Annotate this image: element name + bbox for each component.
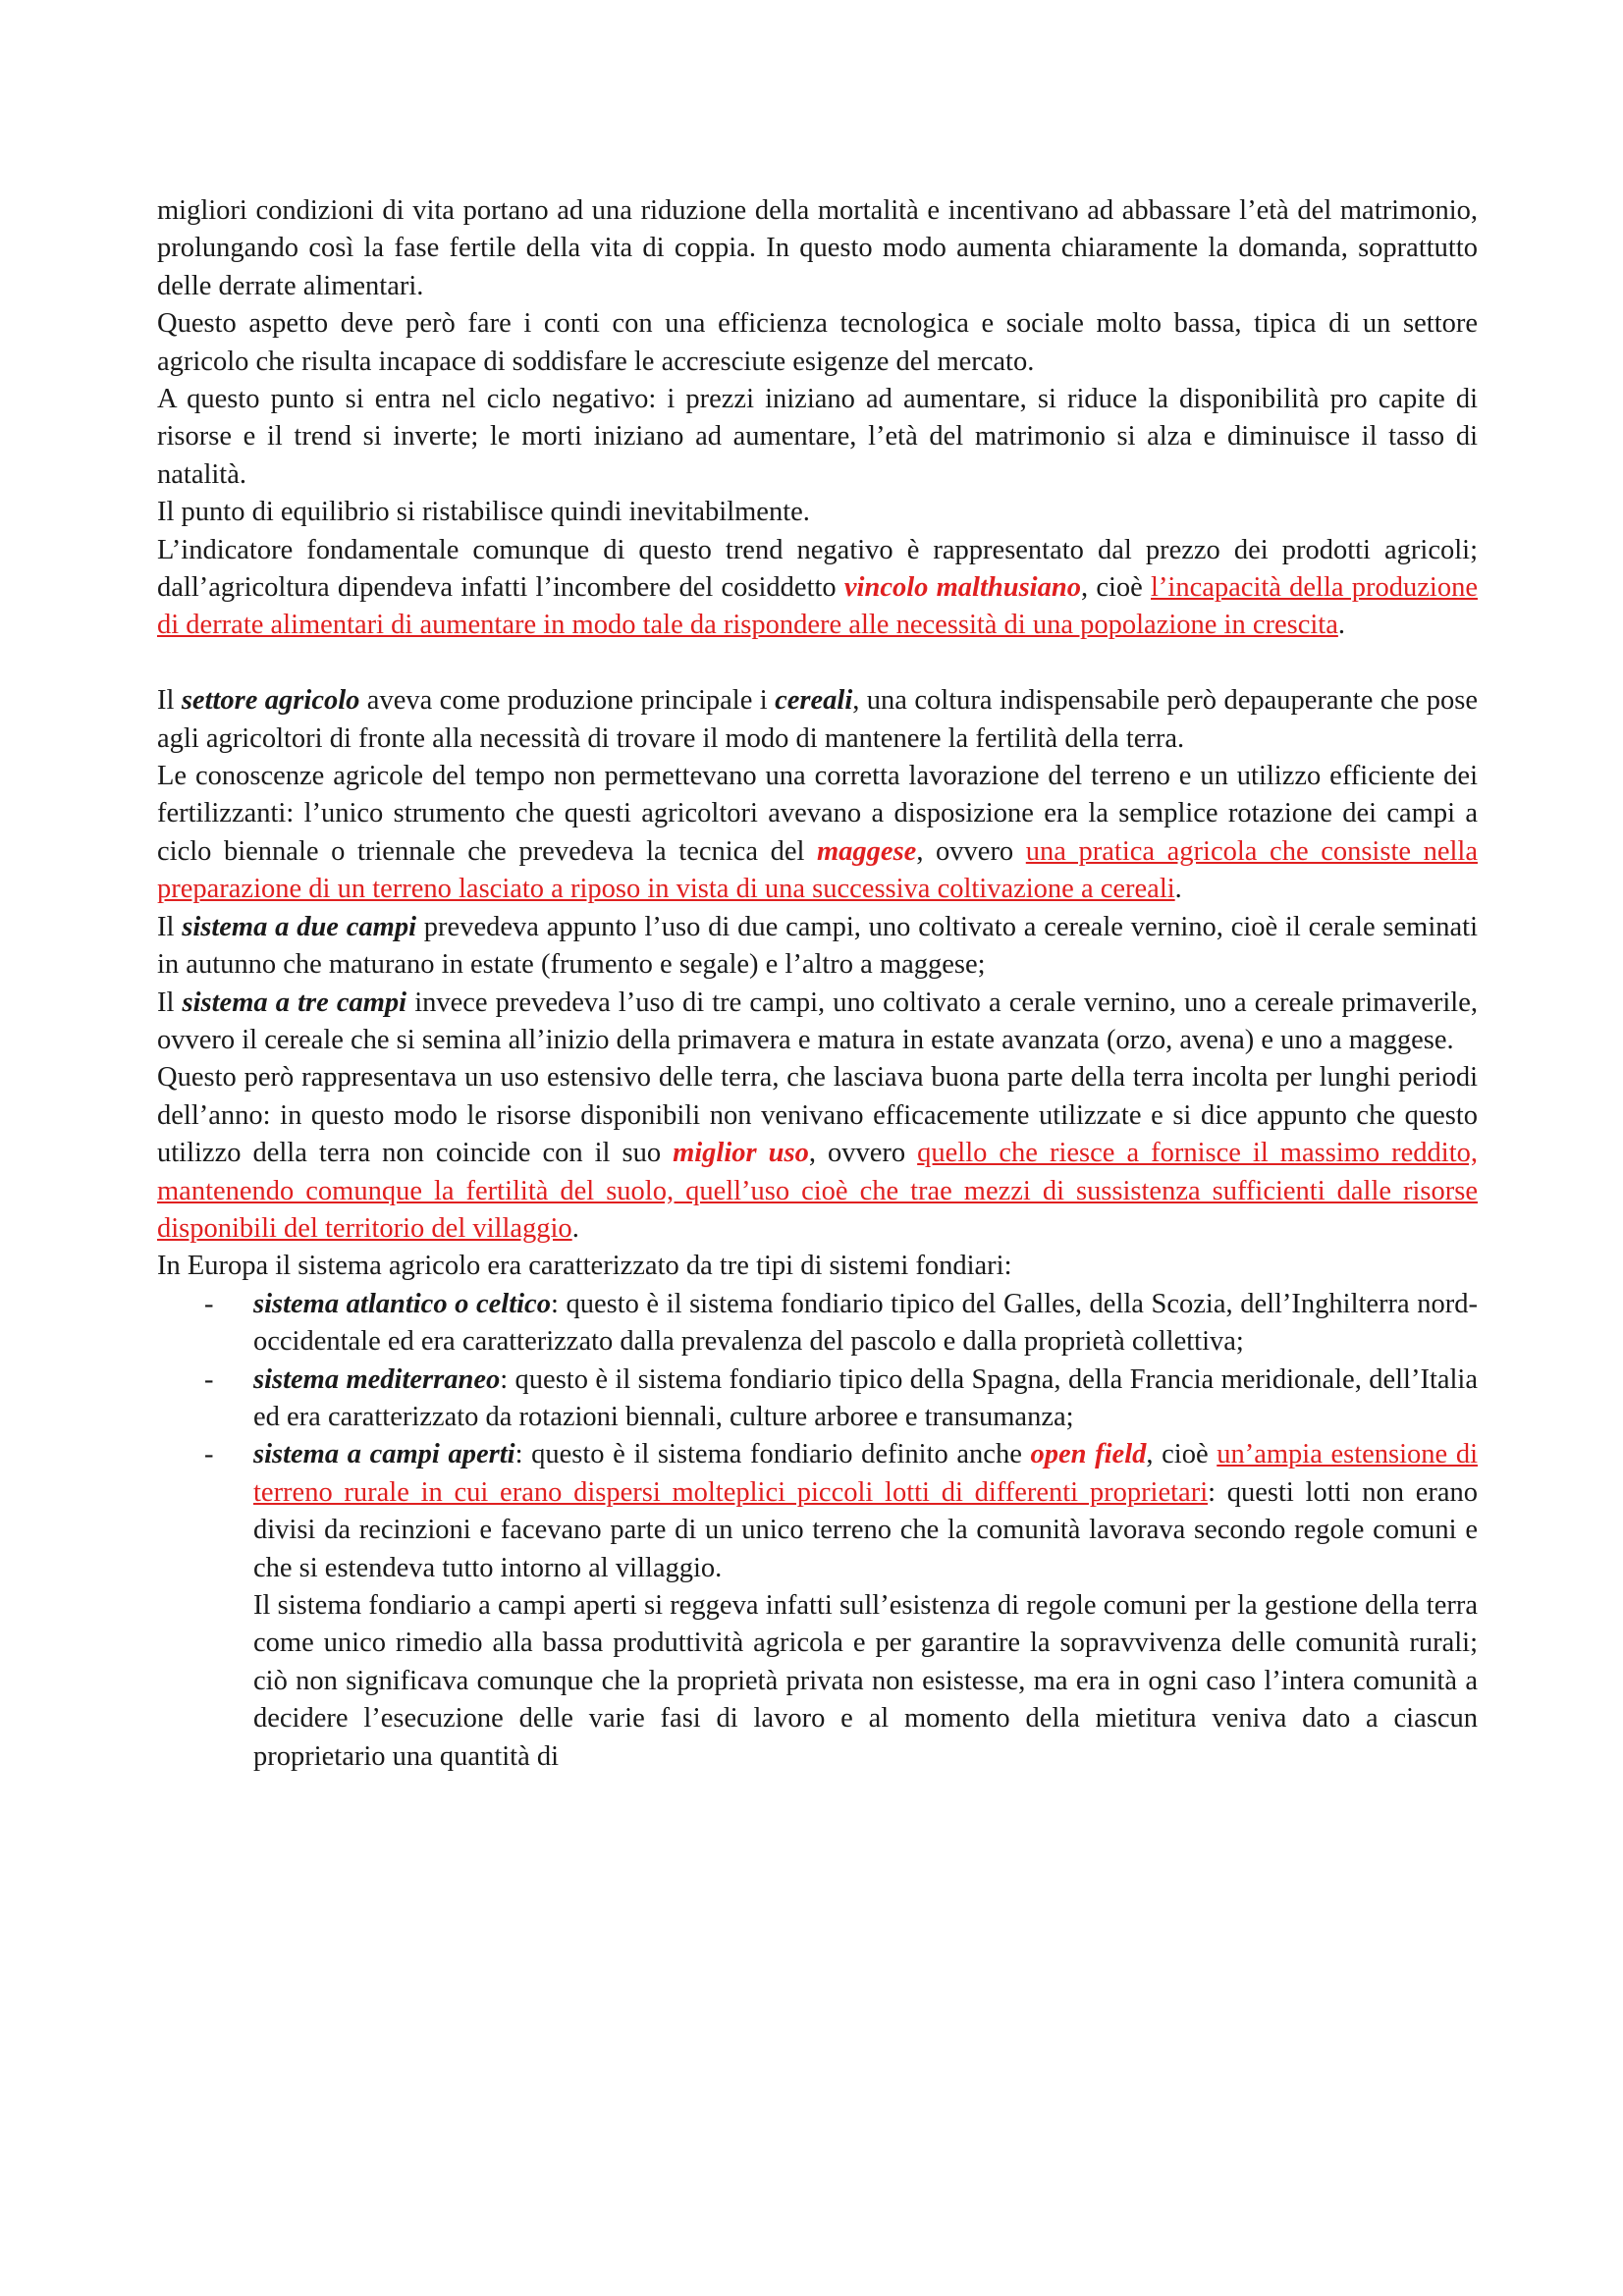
land-systems-list — [157, 1286, 1478, 1776]
definition-miglior-uso: quello che riesce a fornisce il massimo reddito, mantenendo comunque la fertilità del suolo, quell’uso cioè che trae mezzi di sussistenza sufficienti dalle risorse disponibili del territorio del villaggio — [157, 1138, 1478, 1244]
term-cereali: cereali — [775, 685, 853, 717]
definition-open-field: un’ampia estensione di terreno rurale in cui erano dispersi molteplici piccoli lotti di differenti proprietari — [253, 1439, 1479, 1508]
paragraph-agricultural-sector: Il settore agricolo aveva come produzione principale i cereali, una coltura indispensabile però depauperante che pose agli agricoltori di fronte alla necessità di trovare il modo di mantenere la fertilità della terra. — [157, 685, 1478, 754]
paragraph-demography: migliori condizioni di vita portano ad una riduzione della mortalità e incentivano ad abbassare l’età del matrimonio, prolungando così la fase fertile della vita di coppia. In questo modo aumenta chiaramente la domanda, soprattutto delle derrate alimentari. — [157, 195, 1478, 301]
list-item-atlantic: - sistema atlantico o celtico: questo è il sistema fondiario tipico del Galles, della Scozia, dell’Inghilterra nord-occidentale ed era caratterizzato dalla prevalenza del pascolo e dalla proprietà collettiva; — [253, 1286, 1478, 1362]
term-sistema-mediterraneo: sistema mediterraneo — [253, 1363, 501, 1395]
open-field-continuation: Il sistema fondiario a campi aperti si reggeva infatti sull’esistenza di regole comuni per la gestione della terra come unico rimedio alla bassa produttività agricola e per garantire la sopravvivenza delle comunità rurali; ciò non significava comunque che la proprietà privata non esistesse, ma era in ogni caso l’intera comunità a decidere l’esecuzione delle varie fasi di lavoro e al momento della mietitura veniva dato a ciascun proprietario una quantità di — [253, 1590, 1478, 1772]
term-sistema-tre-campi: sistema a tre campi — [182, 987, 407, 1018]
term-sistema-due-campi: sistema a due campi — [182, 911, 416, 942]
paragraph-equilibrium: Il punto di equilibrio si ristabilisce quindi inevitabilmente. — [157, 497, 810, 528]
definition-vincolo-malthusiano: l’incapacità della produzione di derrate alimentari di aumentare in modo tale da rispondere alle necessità di una popolazione in crescita — [157, 572, 1478, 641]
list-dash: - — [204, 1288, 214, 1319]
paragraph-miglior-uso: Questo però rappresentava un uso estensivo delle terra, che lasciava buona parte della terra incolta per lunghi periodi dell’anno: in questo modo le risorse disponibili non venivano efficacemente utilizzate e si dice appunto che questo utilizzo della terra non coincide con il suo miglior uso, ovvero quello che riesce a fornisce il massimo reddito, mantenendo comunque la fertilità del suolo, quell’uso cioè che trae mezzi di sussistenza sufficienti dalle risorse disponibili del territorio del villaggio. — [157, 1062, 1478, 1244]
list-dash: - — [204, 1439, 214, 1470]
paragraph-three-field-system: Il sistema a tre campi invece prevedeva l’uso di tre campi, uno coltivato a cerale vernino, uno a cereale primaverile, ovvero il cereale che si semina all’inizio della primavera e matura in estate avanzata (orzo, avena) e uno a maggese. — [157, 987, 1479, 1055]
term-sistema-campi-aperti: sistema a campi aperti — [253, 1439, 515, 1470]
definition-maggese: una pratica agricola che consiste nella preparazione di un terreno lasciato a riposo in vista di una successiva coltivazione a cereali — [157, 835, 1478, 905]
paragraph-malthusian-constraint: L’indicatore fondamentale comunque di questo trend negativo è rappresentato dal prezzo dei prodotti agricoli; dall’agricoltura dipendeva infatti l’incombere del cosiddetto vincolo malthusiano, cioè l’incapacità della produzione di derrate alimentari di aumentare in modo tale da rispondere alle necessità di una popolazione in crescita. — [157, 534, 1478, 641]
term-open-field: open field — [1030, 1439, 1147, 1470]
term-miglior-uso: miglior uso — [673, 1138, 809, 1169]
paragraph-two-field-system: Il sistema a due campi prevedeva appunto l’uso di due campi, uno coltivato a cereale vernino, cioè il cerale seminati in autunno che maturano in estate (frumento e segale) e l’altro a maggese; — [157, 911, 1478, 981]
list-item-mediterranean: - sistema mediterraneo: questo è il sistema fondiario tipico della Spagna, della Francia meridionale, dell’Italia ed era caratterizzato da rotazioni biennali, culture arboree e transumanza; — [253, 1362, 1478, 1437]
term-sistema-atlantico: sistema atlantico o celtico — [253, 1288, 551, 1319]
paragraph-land-systems-intro: In Europa il sistema agricolo era caratterizzato da tre tipi di sistemi fondiari: — [157, 1251, 1012, 1282]
term-vincolo-malthusiano: vincolo malthusiano — [843, 572, 1081, 604]
paragraph-maggese: Le conoscenze agricole del tempo non permettevano una corretta lavorazione del terreno e un utilizzo efficiente dei fertilizzanti: l’unico strumento che questi agricoltori avevano a disposizione era la semplice rotazione dei campi a ciclo biennale o triennale che prevedeva la tecnica del maggese, ovvero una pratica agricola che consiste nella preparazione di un terreno lasciato a riposo in vista di una successiva coltivazione a cereali. — [157, 761, 1478, 905]
term-settore-agricolo: settore agricolo — [181, 685, 360, 717]
list-item-open-field: - sistema a campi aperti: questo è il sistema fondiario definito anche open field, cioè un’ampia estensione di terreno rurale in cui erano dispersi molteplici piccoli lotti di differenti proprietari: questi lotti non erano divisi da recinzioni e facevano parte di un unico terreno che la comunità lavorava secondo regole comuni e che si estendeva tutto intorno al villaggio. Il sistema fondiario a campi aperti si reggeva infatti sull’esistenza di regole comuni per la gestione della terra come unico rimedio alla bassa produttività agricola e per garantire la sopravvivenza delle comunità rurali; ciò non significava comunque che la proprietà privata non esistesse, ma era in ogni caso l’intera comunità a decidere l’esecuzione delle varie fasi di lavoro e al momento della mietitura veniva dato a ciascun proprietario una quantità di — [253, 1436, 1478, 1776]
term-maggese: maggese — [817, 835, 917, 867]
paragraph-negative-cycle: A questo punto si entra nel ciclo negativo: i prezzi iniziano ad aumentare, si riduce la disponibilità pro capite di risorse e il trend si inverte; le morti iniziano ad aumentare, l’età del matrimonio si alza e diminuisce il tasso di natalità. — [157, 384, 1478, 490]
paragraph-low-efficiency: Questo aspetto deve però fare i conti con una efficienza tecnologica e sociale molto bassa, tipica di un settore agricolo che risulta incapace di soddisfare le accresciute esigenze del mercato. — [157, 308, 1478, 377]
paragraph-spacer — [157, 645, 1478, 682]
list-dash: - — [204, 1363, 214, 1395]
document-page — [157, 192, 1478, 1776]
